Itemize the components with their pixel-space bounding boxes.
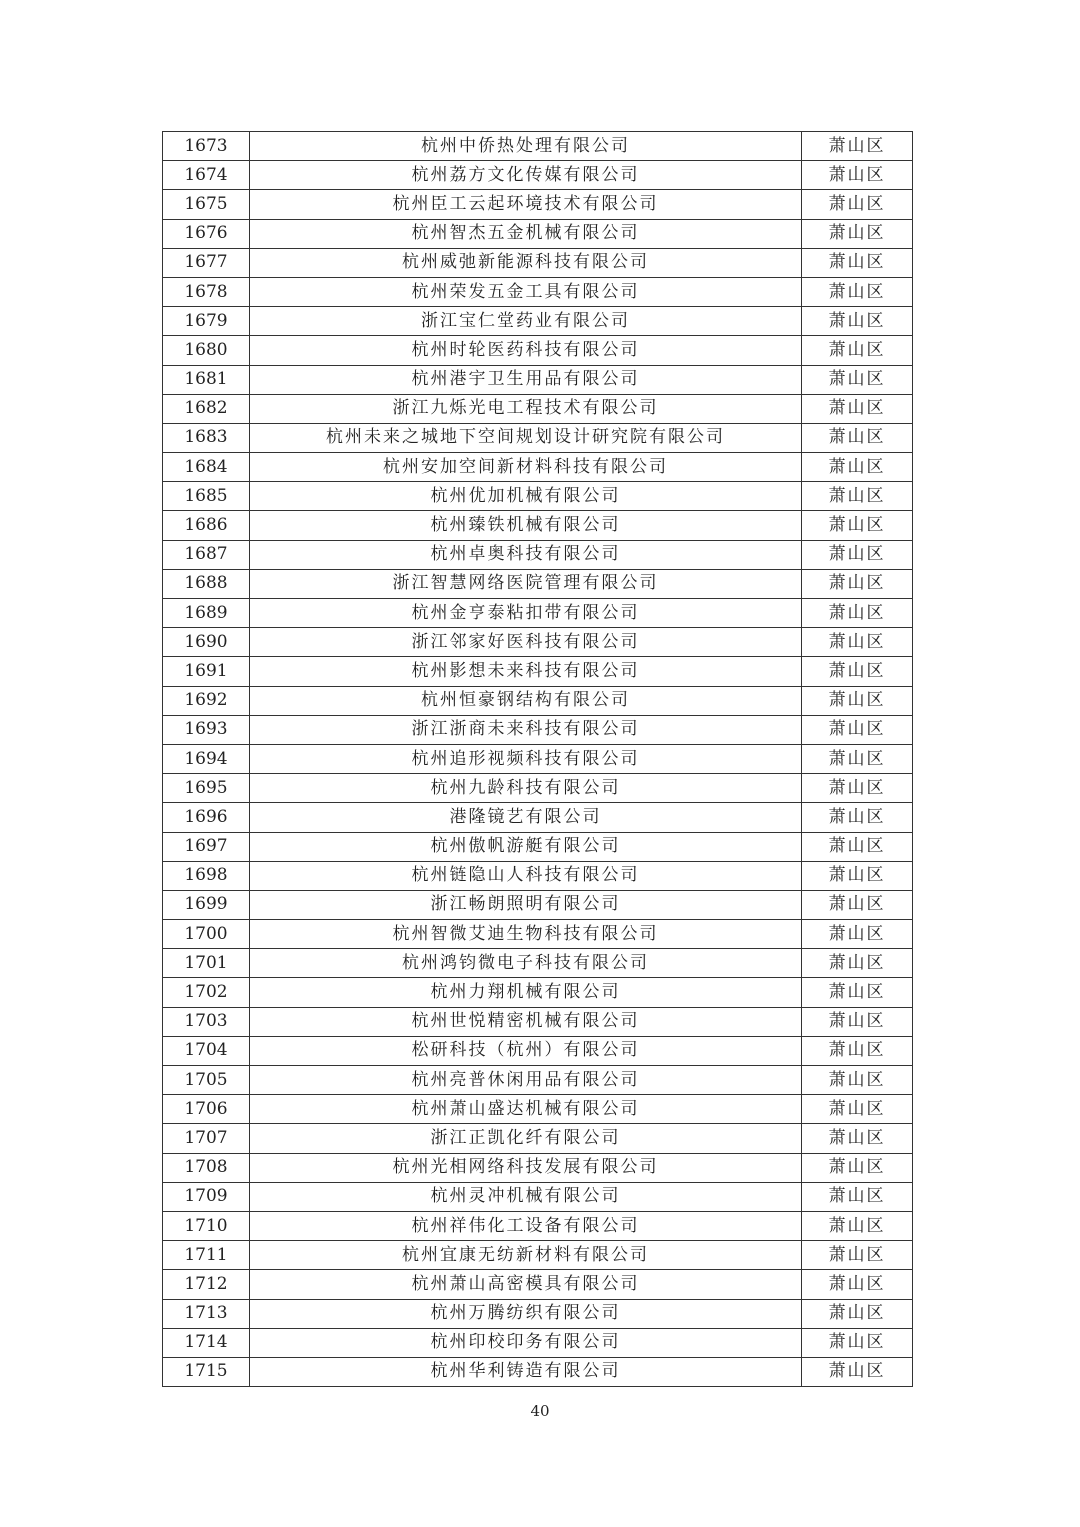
table-row (163, 832, 913, 861)
district-name: 萧山区 (802, 1241, 913, 1270)
row-number: 1706 (163, 1095, 250, 1124)
table-row (163, 628, 913, 657)
row-number: 1696 (163, 803, 250, 832)
district-name: 萧山区 (802, 920, 913, 949)
district-name: 萧山区 (802, 482, 913, 511)
table-row (163, 1270, 913, 1299)
row-number: 1692 (163, 686, 250, 715)
district-name: 萧山区 (802, 336, 913, 365)
table-row (163, 394, 913, 423)
district-name: 萧山区 (802, 657, 913, 686)
table-row (163, 1241, 913, 1270)
row-number: 1714 (163, 1328, 250, 1357)
table-row (163, 1328, 913, 1357)
district-name: 萧山区 (802, 219, 913, 248)
company-name: 松研科技（杭州）有限公司 (250, 1036, 802, 1065)
row-number: 1685 (163, 482, 250, 511)
table-row (163, 978, 913, 1007)
row-number: 1688 (163, 569, 250, 598)
row-number: 1677 (163, 248, 250, 277)
company-name: 杭州金亨泰粘扣带有限公司 (250, 599, 802, 628)
company-name: 杭州中侨热处理有限公司 (250, 132, 802, 161)
table-row (163, 861, 913, 890)
table-row (163, 277, 913, 306)
district-name: 萧山区 (802, 569, 913, 598)
table-row (163, 540, 913, 569)
district-name: 萧山区 (802, 307, 913, 336)
row-number: 1694 (163, 744, 250, 773)
row-number: 1700 (163, 920, 250, 949)
district-name: 萧山区 (802, 1299, 913, 1328)
district-name: 萧山区 (802, 248, 913, 277)
company-name: 杭州光相网络科技发展有限公司 (250, 1153, 802, 1182)
row-number: 1715 (163, 1357, 250, 1386)
row-number: 1687 (163, 540, 250, 569)
company-name: 杭州宜康无纺新材料有限公司 (250, 1241, 802, 1270)
company-name: 杭州力翔机械有限公司 (250, 978, 802, 1007)
row-number: 1699 (163, 890, 250, 919)
table-row (163, 482, 913, 511)
district-name: 萧山区 (802, 423, 913, 452)
company-name: 杭州臣工云起环境技术有限公司 (250, 190, 802, 219)
district-name: 萧山区 (802, 1357, 913, 1386)
district-name: 萧山区 (802, 511, 913, 540)
table-row (163, 949, 913, 978)
row-number: 1681 (163, 365, 250, 394)
company-name: 杭州臻铁机械有限公司 (250, 511, 802, 540)
row-number: 1689 (163, 599, 250, 628)
company-name: 杭州华利铸造有限公司 (250, 1357, 802, 1386)
row-number: 1709 (163, 1182, 250, 1211)
table-row (163, 423, 913, 452)
district-name: 萧山区 (802, 132, 913, 161)
company-name: 浙江邻家好医科技有限公司 (250, 628, 802, 657)
district-name: 萧山区 (802, 1036, 913, 1065)
table-row (163, 1124, 913, 1153)
company-name: 杭州卓奥科技有限公司 (250, 540, 802, 569)
district-name: 萧山区 (802, 1095, 913, 1124)
row-number: 1697 (163, 832, 250, 861)
table-row (163, 219, 913, 248)
table-row (163, 1153, 913, 1182)
table-row (163, 1299, 913, 1328)
row-number: 1682 (163, 394, 250, 423)
row-number: 1680 (163, 336, 250, 365)
company-name: 杭州追形视频科技有限公司 (250, 744, 802, 773)
table-row (163, 336, 913, 365)
company-name: 杭州萧山盛达机械有限公司 (250, 1095, 802, 1124)
row-number: 1703 (163, 1007, 250, 1036)
row-number: 1705 (163, 1066, 250, 1095)
row-number: 1690 (163, 628, 250, 657)
company-name: 杭州灵冲机械有限公司 (250, 1182, 802, 1211)
company-name: 浙江宝仁堂药业有限公司 (250, 307, 802, 336)
row-number: 1676 (163, 219, 250, 248)
company-name: 杭州傲帆游艇有限公司 (250, 832, 802, 861)
row-number: 1698 (163, 861, 250, 890)
row-number: 1711 (163, 1241, 250, 1270)
company-name: 浙江浙商未来科技有限公司 (250, 715, 802, 744)
company-name: 杭州链隐山人科技有限公司 (250, 861, 802, 890)
table-row (163, 1357, 913, 1386)
table-row (163, 365, 913, 394)
district-name: 萧山区 (802, 277, 913, 306)
district-name: 萧山区 (802, 1328, 913, 1357)
company-name: 浙江畅朗照明有限公司 (250, 890, 802, 919)
table-row (163, 190, 913, 219)
district-name: 萧山区 (802, 686, 913, 715)
company-table (162, 131, 913, 1387)
company-name: 杭州安加空间新材料科技有限公司 (250, 453, 802, 482)
company-name: 杭州智微艾迪生物科技有限公司 (250, 920, 802, 949)
district-name: 萧山区 (802, 861, 913, 890)
district-name: 萧山区 (802, 774, 913, 803)
company-name: 杭州未来之城地下空间规划设计研究院有限公司 (250, 423, 802, 452)
company-name: 杭州智杰五金机械有限公司 (250, 219, 802, 248)
district-name: 萧山区 (802, 453, 913, 482)
district-name: 萧山区 (802, 190, 913, 219)
district-name: 萧山区 (802, 1182, 913, 1211)
district-name: 萧山区 (802, 1124, 913, 1153)
row-number: 1701 (163, 949, 250, 978)
row-number: 1693 (163, 715, 250, 744)
company-name: 杭州影想未来科技有限公司 (250, 657, 802, 686)
company-name: 杭州优加机械有限公司 (250, 482, 802, 511)
district-name: 萧山区 (802, 890, 913, 919)
company-name: 浙江正凯化纤有限公司 (250, 1124, 802, 1153)
table-row (163, 161, 913, 190)
company-table-body (163, 132, 913, 1387)
company-name: 杭州港宇卫生用品有限公司 (250, 365, 802, 394)
company-name: 杭州祥伟化工设备有限公司 (250, 1211, 802, 1240)
row-number: 1707 (163, 1124, 250, 1153)
table-row (163, 1095, 913, 1124)
row-number: 1675 (163, 190, 250, 219)
district-name: 萧山区 (802, 1270, 913, 1299)
table-row (163, 1211, 913, 1240)
row-number: 1683 (163, 423, 250, 452)
district-name: 萧山区 (802, 1153, 913, 1182)
company-name: 杭州鸿钧微电子科技有限公司 (250, 949, 802, 978)
row-number: 1679 (163, 307, 250, 336)
company-name: 杭州万腾纺织有限公司 (250, 1299, 802, 1328)
row-number: 1695 (163, 774, 250, 803)
row-number: 1713 (163, 1299, 250, 1328)
company-name: 浙江九烁光电工程技术有限公司 (250, 394, 802, 423)
table-row (163, 1066, 913, 1095)
table-row (163, 307, 913, 336)
company-name: 杭州荔方文化传媒有限公司 (250, 161, 802, 190)
row-number: 1674 (163, 161, 250, 190)
table-row (163, 511, 913, 540)
page-number: 40 (530, 1402, 550, 1420)
company-name: 杭州亮普休闲用品有限公司 (250, 1066, 802, 1095)
table-row (163, 1036, 913, 1065)
table-row (163, 1007, 913, 1036)
table-row (163, 248, 913, 277)
table-row (163, 569, 913, 598)
table-row (163, 686, 913, 715)
company-name: 杭州荣发五金工具有限公司 (250, 277, 802, 306)
row-number: 1712 (163, 1270, 250, 1299)
table-row (163, 920, 913, 949)
district-name: 萧山区 (802, 949, 913, 978)
table-row (163, 453, 913, 482)
company-name: 杭州恒豪钢结构有限公司 (250, 686, 802, 715)
district-name: 萧山区 (802, 1066, 913, 1095)
table-row (163, 132, 913, 161)
company-name: 杭州时轮医药科技有限公司 (250, 336, 802, 365)
company-name: 杭州威弛新能源科技有限公司 (250, 248, 802, 277)
company-name: 杭州世悦精密机械有限公司 (250, 1007, 802, 1036)
row-number: 1691 (163, 657, 250, 686)
table-row (163, 744, 913, 773)
row-number: 1678 (163, 277, 250, 306)
district-name: 萧山区 (802, 715, 913, 744)
district-name: 萧山区 (802, 394, 913, 423)
row-number: 1704 (163, 1036, 250, 1065)
district-name: 萧山区 (802, 803, 913, 832)
district-name: 萧山区 (802, 161, 913, 190)
row-number: 1710 (163, 1211, 250, 1240)
district-name: 萧山区 (802, 978, 913, 1007)
row-number: 1708 (163, 1153, 250, 1182)
table-row (163, 1182, 913, 1211)
table-row (163, 599, 913, 628)
table-row (163, 715, 913, 744)
company-name: 杭州萧山高密模具有限公司 (250, 1270, 802, 1299)
row-number: 1684 (163, 453, 250, 482)
table-row (163, 657, 913, 686)
company-name: 杭州印校印务有限公司 (250, 1328, 802, 1357)
row-number: 1673 (163, 132, 250, 161)
table-row (163, 774, 913, 803)
district-name: 萧山区 (802, 628, 913, 657)
company-name: 浙江智慧网络医院管理有限公司 (250, 569, 802, 598)
row-number: 1686 (163, 511, 250, 540)
district-name: 萧山区 (802, 599, 913, 628)
district-name: 萧山区 (802, 1007, 913, 1036)
table-row (163, 803, 913, 832)
table-row (163, 890, 913, 919)
district-name: 萧山区 (802, 365, 913, 394)
row-number: 1702 (163, 978, 250, 1007)
company-name: 杭州九龄科技有限公司 (250, 774, 802, 803)
district-name: 萧山区 (802, 540, 913, 569)
district-name: 萧山区 (802, 1211, 913, 1240)
district-name: 萧山区 (802, 744, 913, 773)
company-name: 港隆镜艺有限公司 (250, 803, 802, 832)
district-name: 萧山区 (802, 832, 913, 861)
